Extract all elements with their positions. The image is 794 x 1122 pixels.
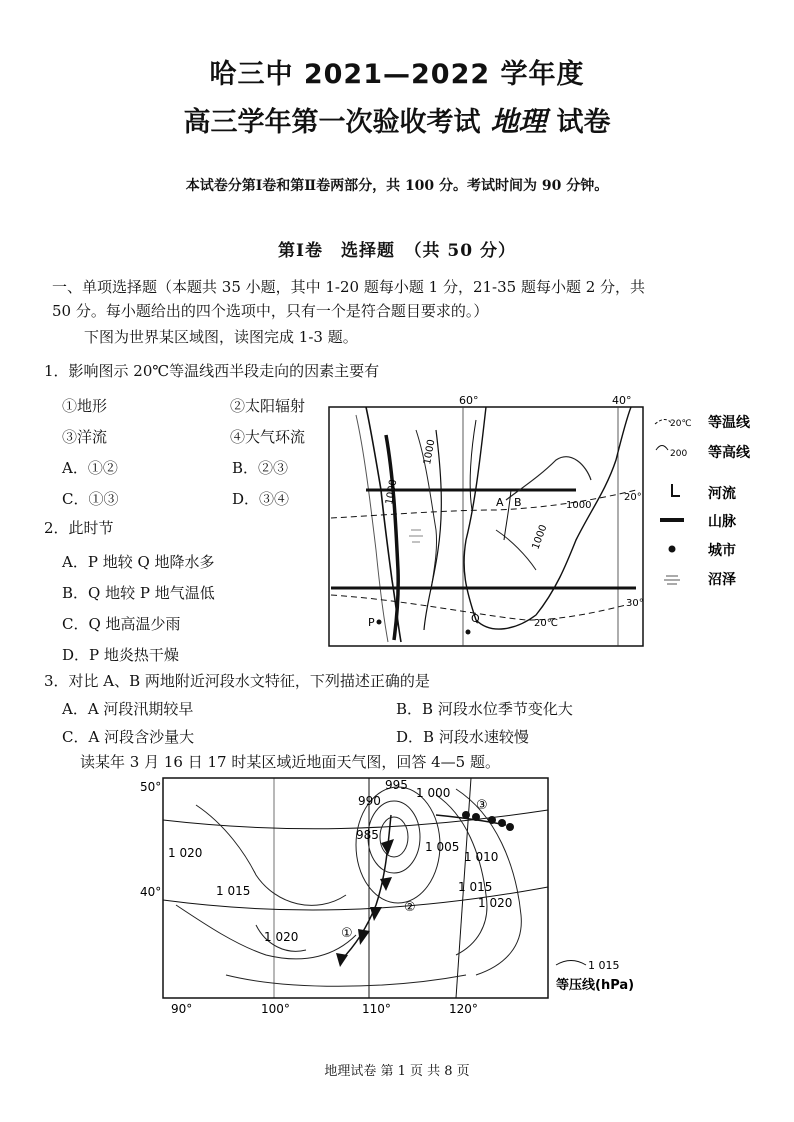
isobar-1015-west: 1 015 <box>216 884 251 898</box>
label-a: A <box>496 496 504 509</box>
legend-contour-line <box>656 446 668 451</box>
isobar-990: 990 <box>358 794 381 808</box>
legend-isobar-line <box>556 961 586 966</box>
lat-30-label: 30° <box>626 598 644 609</box>
legend-isotherm-label: 等温线 <box>708 415 750 431</box>
q1-stem: 1．影响图示 20℃等温线西半段走向的因素主要有 <box>44 362 380 380</box>
lon-90-label: 90° <box>171 1002 193 1016</box>
marker-2: ② <box>404 900 416 915</box>
isobar-995: 995 <box>385 778 408 792</box>
lon-110-label: 110° <box>362 1002 391 1016</box>
legend-city-label: 城市 <box>708 543 736 559</box>
isobar-1020-east: 1 020 <box>478 896 513 910</box>
title-pre: 高三学年第一次验收考试 <box>183 107 481 138</box>
label-q: Q <box>471 612 480 625</box>
legend-marsh-label: 沼泽 <box>708 572 736 588</box>
isobar-985: 985 <box>356 828 379 842</box>
q3-option-a[interactable]: A．A 河段汛期较早 <box>62 700 194 718</box>
marker-3: ③ <box>476 798 488 813</box>
section-instruction-1: 一、单项选择题（本题共 35 小题，其中 1-20 题每小题 1 分，21-35 题每小题 2 分，共 <box>52 278 646 296</box>
q2-stem: 2．此时节 <box>44 519 114 537</box>
q3-option-d[interactable]: D．B 河段水速较慢 <box>396 728 529 746</box>
isobar-1020-south: 1 020 <box>264 930 299 944</box>
q2-option-a[interactable]: A．P 地较 Q 地降水多 <box>62 553 215 571</box>
lat-50-label: 50° <box>140 780 162 794</box>
page-footer: 地理试卷 第 1 页 共 8 页 <box>324 1064 470 1079</box>
q1-choice-4: ④大气环流 <box>230 428 306 446</box>
marker-1: ① <box>341 926 353 941</box>
contour-label-1000-d: 1000 <box>530 523 550 552</box>
region-map-africa <box>326 390 646 650</box>
city-p-dot <box>377 620 382 625</box>
q3-stem: 3．对比 A、B 两地附近河段水文特征，下列描述正确的是 <box>44 672 430 690</box>
lat-40-label: 40° <box>140 885 162 899</box>
exam-intro: 本试卷分第Ⅰ卷和第Ⅱ卷两部分，共 100 分。考试时间为 90 分钟。 <box>185 178 609 194</box>
legend-river-symbol <box>672 484 680 496</box>
legend-contour-sample: 200 <box>670 449 688 459</box>
q2-option-d[interactable]: D．P 地炎热干燥 <box>62 646 179 664</box>
label-p: P <box>368 616 375 629</box>
isobar-1010: 1 010 <box>464 850 499 864</box>
q1-choice-1: ①地形 <box>62 397 108 415</box>
q1-option-a[interactable]: A．①② <box>62 459 118 477</box>
title-post: 试卷 <box>556 107 611 138</box>
weather-map <box>136 775 656 1020</box>
section-instruction-2: 50 分。每小题给出的四个选项中，只有一个是符合题目要求的。） <box>52 302 489 320</box>
q2-option-c[interactable]: C．Q 地高温少雨 <box>62 615 181 633</box>
q1-option-d[interactable]: D．③④ <box>232 490 290 508</box>
map1-legend <box>650 410 770 600</box>
city-q-dot <box>466 630 471 635</box>
q1-option-c[interactable]: C．①③ <box>62 490 119 508</box>
q3-option-b[interactable]: B．B 河段水位季节变化大 <box>396 700 573 718</box>
lead-text-1: 下图为世界某区域图，读图完成 1-3 题。 <box>84 328 358 346</box>
isobar-1000: 1 000 <box>416 786 451 800</box>
isobar-1005: 1 005 <box>425 840 460 854</box>
legend-isotherm-sample: 20℃ <box>670 419 692 429</box>
q1-choice-2: ②太阳辐射 <box>230 397 306 415</box>
lon-100-label: 100° <box>261 1002 290 1016</box>
lon-40-label: 40° <box>612 394 632 407</box>
map-frame <box>329 407 643 646</box>
label-b: B <box>514 496 522 509</box>
exam-title-line2 <box>0 100 794 140</box>
lead-text-2: 读某年 3 月 16 日 17 时某区域近地面天气图，回答 4—5 题。 <box>80 753 500 771</box>
q3-option-c[interactable]: C．A 河段含沙量大 <box>62 728 195 746</box>
contour-label-1000-c: 1000 <box>566 500 592 511</box>
q1-option-b[interactable]: B．②③ <box>232 459 289 477</box>
exam-title-line1: 哈三中 2021—2022 学年度 <box>209 59 585 90</box>
section-title: 第Ⅰ卷 选择题 （共 50 分） <box>278 241 516 261</box>
q2-option-b[interactable]: B．Q 地较 P 地气温低 <box>62 584 215 602</box>
legend-mountain-label: 山脉 <box>708 514 736 530</box>
lat-20-label: 20° <box>624 492 642 503</box>
contour-label-1000-b: 1000 <box>422 438 438 466</box>
legend-contour-label: 等高线 <box>708 445 750 461</box>
isotherm-label-20: 20℃ <box>534 618 558 629</box>
title-subject: 地理 <box>490 105 547 138</box>
legend-isobar-sample: 1 015 <box>588 959 620 972</box>
legend-marsh-symbol <box>664 576 680 584</box>
contour-label-1000-a: 1000 <box>384 478 400 506</box>
lon-60-label: 60° <box>459 394 479 407</box>
isobar-1015-east: 1 015 <box>458 880 493 894</box>
lon-120-label: 120° <box>449 1002 478 1016</box>
legend-river-label: 河流 <box>708 486 736 502</box>
isobar-1020-west: 1 020 <box>168 846 203 860</box>
legend-isobar-label: 等压线(hPa) <box>556 978 635 993</box>
q1-choice-3: ③洋流 <box>62 428 108 446</box>
legend-city-symbol <box>669 546 676 553</box>
